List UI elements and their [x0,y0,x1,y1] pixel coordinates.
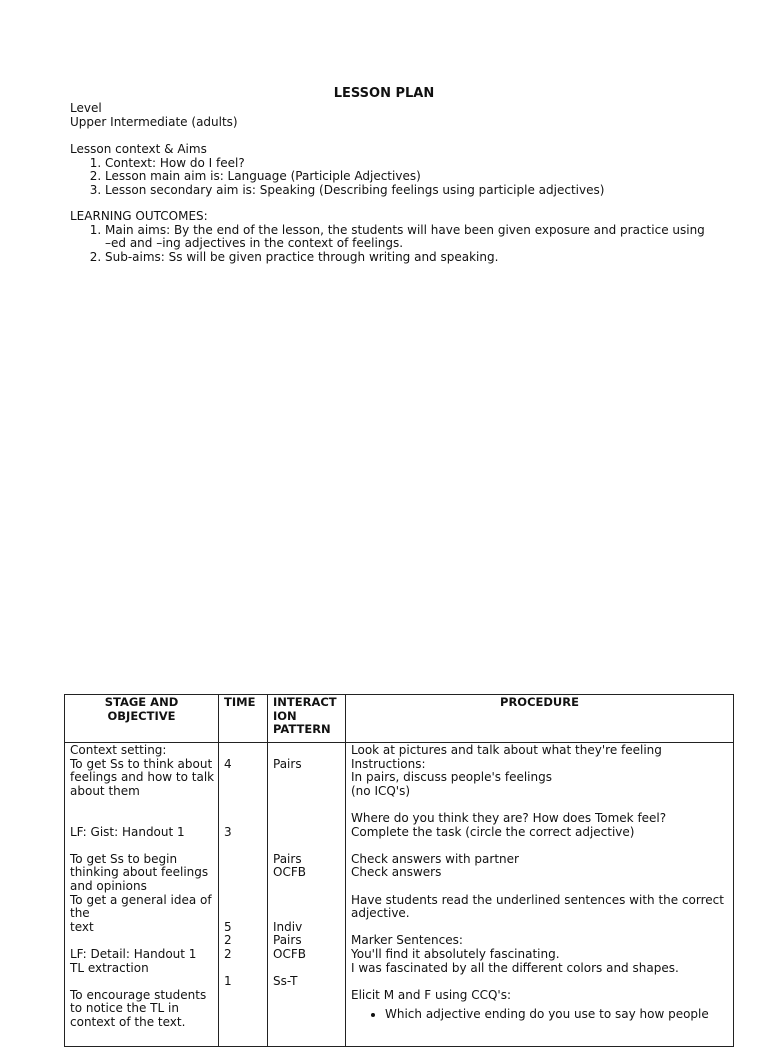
pattern-value: Pairs [273,851,302,866]
pattern-value: Ss-T [273,974,298,989]
stage-line: To get Ss to think about [70,756,213,771]
stage-line: feelings and how to talk [70,770,215,785]
pattern-value: Indiv [273,919,303,934]
stage-line: LF: Detail: Handout 1 [70,946,197,961]
stage-line: and opinions [70,878,147,893]
procedure-line: Look at pictures and talk about what they're feeling [351,743,662,757]
stage-line [70,798,213,812]
procedure-cell [346,743,734,1047]
stage-line: context of the text. [70,1014,186,1029]
stage-line: To get a general idea of [70,892,212,907]
level-value: Upper Intermediate (adults) [70,114,238,129]
time-value [224,894,262,908]
header-pattern: INTERACT ION PATTERN [268,695,346,743]
level-section [70,102,710,129]
time-value: 5 [224,919,232,934]
procedure-line [351,975,728,989]
stage-line: to notice the TL in [70,1001,179,1016]
time-value [224,866,262,880]
pattern-value [273,826,340,840]
time-value [224,962,262,976]
ccq-list [351,1008,728,1022]
pattern-value [273,962,340,976]
time-value [224,880,262,894]
time-cell [219,743,268,1047]
table-header-row [65,695,734,743]
procedure-line: You'll find it absolutely fascinating. [351,946,560,961]
pattern-value [273,839,340,853]
stage-cell [65,743,219,1047]
ccq-item: • Which adjective ending do you use to say how people [385,1008,728,1022]
pattern-value [273,907,340,921]
header-time: TIME [219,695,268,743]
learning-outcomes-section [70,210,710,264]
stage-line: about them [70,783,140,798]
procedure-line: adjective. [351,906,410,921]
time-value [224,744,262,758]
time-value: 1 [224,974,232,989]
pattern-value: Pairs [273,933,302,948]
procedure-line [351,880,728,894]
stage-line: TL extraction [70,960,149,975]
learning-outcomes-list [70,224,710,265]
pattern-value [273,771,340,785]
procedure-line: Marker Sentences: [351,933,463,948]
procedure-line: Instructions: [351,756,426,771]
time-value: 3 [224,824,232,839]
table-row [65,743,734,1047]
stage-line: Context setting: [70,743,167,757]
stage-line: To get Ss to begin [70,851,178,866]
pattern-value [273,880,340,894]
level-label: Level [70,101,102,115]
stage-line: text [70,919,94,934]
context-aims-list [70,157,710,198]
context-aim-item: 3. Lesson secondary aim is: Speaking (Describing feelings using participle adjectives) [105,184,710,198]
stage-line: To encourage students [70,987,207,1002]
procedure-line: (no ICQ's) [351,783,411,798]
pattern-value [273,894,340,908]
learning-outcome-item: 1. Main aims: By the end of the lesson, the students will have been given exposure and practice using –ed and –ing adjectives in the context of feelings. [105,224,705,251]
time-value: 2 [224,933,232,948]
procedure-line: I was fascinated by all the different colors and shapes. [351,960,679,975]
learning-outcome-item: 2. Sub-aims: Ss will be given practice through writing and speaking. [105,251,710,265]
stage-line: LF: Gist: Handout 1 [70,824,185,839]
time-value [224,812,262,826]
procedure-line: Check answers [351,865,442,880]
time-value [224,907,262,921]
context-aims-heading: Lesson context & Aims [70,142,207,156]
stage-line [70,812,213,826]
procedure-line: Elicit M and F using CCQ's: [351,987,512,1002]
pattern-value [273,744,340,758]
pattern-cell [268,743,346,1047]
header-procedure: PROCEDURE [346,695,734,743]
procedure-line: Complete the task (circle the correct adjective) [351,824,635,839]
context-aim-item: 1. Context: How do I feel? [105,157,710,171]
pattern-value [273,785,340,799]
time-value: 2 [224,946,232,961]
context-aim-item: 2. Lesson main aim is: Language (Participle Adjectives) [105,170,710,184]
procedure-line [351,798,728,812]
lesson-plan-table [64,694,734,1047]
stage-line [70,934,213,948]
procedure-line [351,839,728,853]
stage-line: thinking about feelings [70,865,209,880]
pattern-value: Pairs [273,756,302,771]
pattern-value [273,798,340,812]
context-aims-section [70,143,710,197]
time-value [224,853,262,867]
pattern-value: OCFB [273,946,306,961]
time-value [224,798,262,812]
stage-line: the [70,906,90,921]
learning-outcomes-heading: LEARNING OUTCOMES: [70,209,208,223]
time-value [224,771,262,785]
procedure-line [351,921,728,935]
pattern-value [273,812,340,826]
pattern-value: OCFB [273,865,306,880]
stage-line [70,839,213,853]
procedure-line: Check answers with partner [351,851,519,866]
stage-line [70,975,213,989]
time-value: 4 [224,756,232,771]
header-stage: STAGE AND OBJECTIVE [65,695,219,743]
procedure-line: Where do you think they are? How does Tomek feel? [351,810,667,825]
procedure-line: In pairs, discuss people's feelings [351,770,552,785]
page-title: LESSON PLAN [333,86,435,101]
time-value [224,839,262,853]
procedure-line: Have students read the underlined sentences with the correct [351,892,724,907]
time-value [224,785,262,799]
